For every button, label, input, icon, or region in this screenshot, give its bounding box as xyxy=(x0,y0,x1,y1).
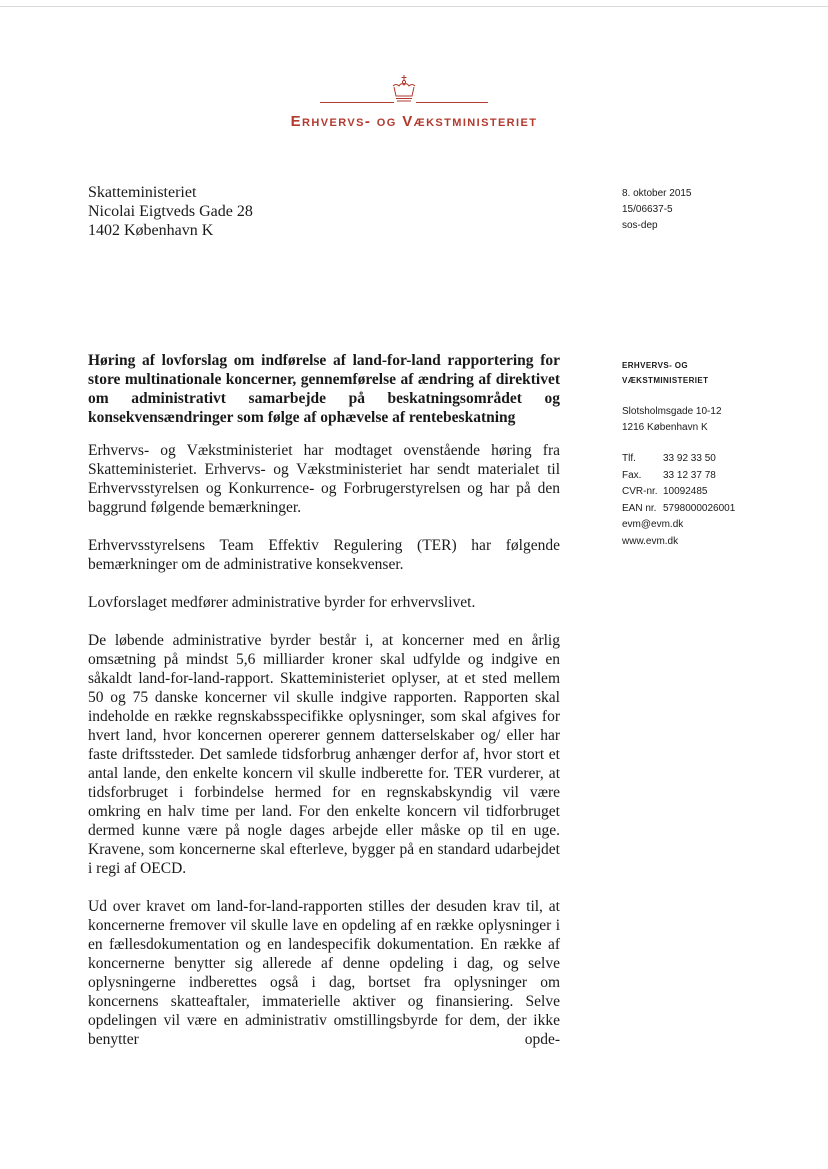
body-paragraph: Lovforslaget medfører administrative byrder for erhvervslivet. xyxy=(88,594,476,611)
contact-fax: Fax. 33 12 37 78 xyxy=(622,469,716,481)
body-paragraph: Ud over kravet om land-for-land-rapporten stilles der desuden krav til, at koncernerne fremover vil skulle lave en opdeling af en række oplysninger i en fællesdokumentation og en landespecifik dokumentation. En række af koncernerne benytter sig allerede af denne opdeling i dag, og selve oplysningerne indberettes også i dag, bortset fra oplysninger om koncernens skatteaftaler, immaterielle aktiver og finansiering. Selve opdelingen vil være en administrativ omstillingsbyrde for dem, der ikke benytter opde- xyxy=(88,898,560,1048)
letter-subject: Høring af lovforslag om indførelse af land-for-land rapportering for store multinationale koncerner, gennemførelse af ændring af direktivet om administrativt samarbejde på beskatningsområdet og konsekvensændringer som følge af ophævelse af rentebeskatning xyxy=(88,352,560,426)
recipient-line: 1402 København K xyxy=(88,222,214,239)
letter-meta xyxy=(622,186,692,234)
royal-crown-icon xyxy=(388,74,420,104)
top-edge-line xyxy=(0,6,828,7)
ministry-name: Erhvervs- og Vækstministeriet xyxy=(290,113,538,130)
contact-cvr: CVR-nr. 10092485 xyxy=(622,486,708,497)
contact-email: evm@evm.dk xyxy=(622,519,684,530)
letter-body xyxy=(88,441,560,1068)
contact-phone: Tlf. 33 92 33 50 xyxy=(622,453,716,464)
sender-name xyxy=(622,358,708,388)
sender-name-line: ERHVERVS- OG xyxy=(622,361,688,370)
case-number: 15/06637-5 xyxy=(622,204,673,215)
body-paragraph: Erhvervs- og Vækstministeriet har modtaget ovenstående høring fra Skatteministeriet. Erhvervs- og Vækstministeriet har sendt materialet til Erhvervsstyrelsen og Konkurrence- og Forbrugerstyrelsen og har på den baggrund følgende bemærkninger. xyxy=(88,442,560,516)
sender-address xyxy=(622,404,722,436)
letterhead-rule-left xyxy=(320,102,394,103)
sender-name-line: VÆKSTMINISTERIET xyxy=(622,376,709,385)
letterhead-rule-right xyxy=(416,102,488,103)
recipient-line: Skatteministeriet xyxy=(88,184,197,201)
sender-address-line: Slotsholmsgade 10-12 xyxy=(622,406,722,417)
contact-ean: EAN nr. 5798000026001 xyxy=(622,502,736,514)
sender-contact xyxy=(622,451,735,550)
sender-address-line: 1216 København K xyxy=(622,422,708,433)
body-paragraph: Erhvervsstyrelsens Team Effektiv Regulering (TER) har følgende bemærkninger om de administrative konsekvenser. xyxy=(88,537,560,573)
body-paragraph: De løbende administrative byrder består i, at koncerner med en årlig omsætning på mindst 5,6 milliarder kroner skal udfylde og indgive en såkaldt land-for-land-rapport. Skatteministeriet oplyser, at et sted mellem 50 og 75 danske koncerner vil skulle indgive rapporten. Rapporten skal indeholde en række regnskabsspecifikke oplysninger, som skal afgives for hvert land, hvor koncernen opererer gennem datterselskaber og/ eller har faste driftssteder. Det samlede tidsforbrug anhænger derfor af, hvor stort et antal lande, den enkelte koncern vil skulle indberette for. TER vurderer, at tidsforbruget i forbindelse hermed for en regnskabskyndig vil være omkring en halv time per land. For den enkelte koncern vil tidforbruget dermed kunne være på nogle dages arbejde eller måske op til en uge. Kravene, som koncernerne skal efterleve, bygger på en standard udarbejdet i regi af OECD. xyxy=(88,632,560,877)
initials: sos-dep xyxy=(622,220,658,231)
recipient-address xyxy=(88,183,253,240)
contact-website: www.evm.dk xyxy=(622,535,679,547)
recipient-line: Nicolai Eigtveds Gade 28 xyxy=(88,203,253,220)
letter-date: 8. oktober 2015 xyxy=(622,188,692,199)
